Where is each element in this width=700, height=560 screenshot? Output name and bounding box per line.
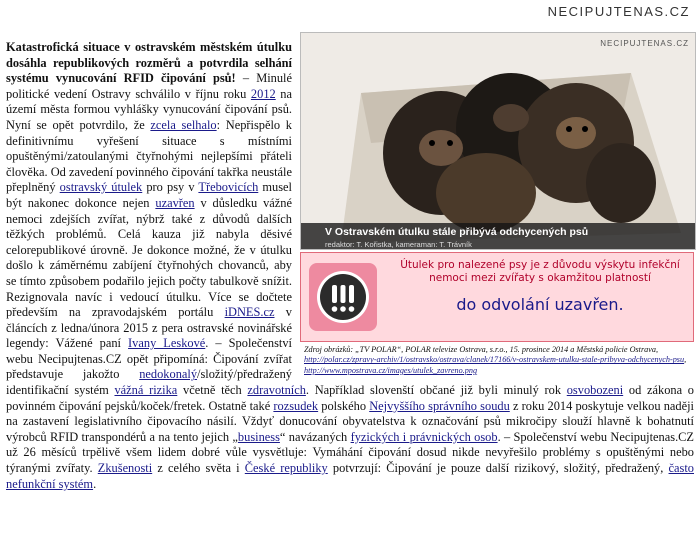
site-header: NECIPUJTENAS.CZ — [547, 4, 690, 19]
link-nefunkcni-system[interactable]: často nefunkční systém — [6, 461, 694, 491]
source-separator: , — [684, 355, 687, 365]
link-nejvyssi-spravni-soud[interactable]: Nejvyššího správního soudu — [369, 398, 510, 413]
photo-caption-bar — [301, 223, 695, 249]
link-zcela-selhalo[interactable]: zcela selhalo — [150, 117, 217, 132]
article-text: v článcích z ledna/února 2015 z pera ostravské novinářské legendy: Vážené paní — [6, 305, 292, 351]
link-zkusenosti[interactable]: Zkušenosti — [97, 461, 153, 476]
link-osvobozeni[interactable]: osvobozeni — [566, 383, 624, 398]
link-ivany-leskove[interactable]: Ivany Leskové — [128, 336, 206, 351]
source-link-mpostrava[interactable]: http://www.mpostrava.cz/images/utulek_zavreno.png — [304, 365, 478, 375]
link-fyzickych-osob[interactable]: fyzických i právnických osob — [350, 429, 498, 444]
link-ceske-republiky[interactable]: České republiky — [244, 461, 328, 476]
article-text: . – Společenství webu Necipujtenas.CZ opět připomíná: Čipování zvířat představuje jakožto — [6, 336, 292, 382]
article-text: z celého světa i — [152, 461, 245, 476]
link-uzavren[interactable]: uzavřen — [155, 195, 195, 210]
image-source — [300, 345, 694, 376]
article-text: pro psy v — [142, 180, 199, 195]
article-text: : Nepřispělo k definitivnímu vyřešení situace s místními opuštěnými/zatoulanými čtyřnohými nejlepšími přáteli člověka. Od zavedení povinného čipování takřka neustále přeplněný — [6, 117, 293, 195]
link-idnes[interactable]: iDNES.cz — [224, 305, 275, 320]
link-ostravsky-utulek[interactable]: ostravský útulek — [59, 180, 143, 195]
article-text: . Například slovenští občané již byli minulý rok — [305, 383, 567, 398]
article-text: na území města formou vyhlášky vynucování čipování psů. Nyní se opět potvrdilo, že — [6, 86, 293, 132]
article-text: “ navázaných — [279, 429, 351, 444]
article-text: včetně těch — [177, 383, 248, 398]
article-text: od zákona o povinném čipování pejsků/koček/fretek. Ostatně také — [6, 383, 694, 413]
shelter-closed-notice — [300, 252, 694, 342]
source-prefix: Zdroj obrázků: „TV POLAR“, POLAR televize Ostrava, s.r.o., 15. prosince 2014 a Městská policie Ostrava, — [304, 345, 659, 354]
article-text: . – Společenství webu Necipujtenas.CZ už 26 měsíců trpělivě všem lidem dobré vůle vysvětluje: Vymáhání čipování dosud nikde nevyřešilo problémy s opuštěnými nebo týranými zvířaty. — [6, 429, 694, 476]
link-business[interactable]: business — [237, 429, 280, 444]
article-text: z roku 2014 poskytuje velkou naději na zastavení legislativního čipovacího násilí. Vždyť donucování obyvatelstva k označování psů mikročipy slouží hlavně k bohatnutí výrobců RFID transpondérů a na tento jejich „ — [6, 398, 694, 444]
article-text: v důsledku vážné nemoci zdejších zvířat, nýbrž také z důvodů dalších těžkých problémů. Celá kauza již nabyla děsivé celorepublikové úrovně. Je dokonce možné, že v útulku došlo k záměrnému zabíjení čtyřnohých chovanců, aby se tímto způsobem podařilo jejich počty tabulkově snížit. Rezignovala navíc i vedoucí útulku. Více se dočtete především na zpravodajském portálu — [6, 195, 293, 320]
link-zdravotnich[interactable]: zdravotních — [247, 383, 306, 398]
notice-line-1: Útulek pro nalezené psy je z důvodu výskytu infekční nemoci mezi zvířaty s okamžitou platností — [400, 259, 680, 284]
puppies-image — [301, 33, 695, 249]
article-text: polského — [318, 398, 370, 413]
photo-watermark: NECIPUJTENAS.CZ — [600, 39, 689, 48]
article — [6, 40, 694, 492]
puppies-photo — [300, 32, 696, 250]
article-text: – Minulé politické vedení Ostravy schválilo v říjnu roku — [6, 71, 292, 101]
link-nedokonaly[interactable]: nedokonalý — [139, 367, 198, 382]
photo-credit: redaktor: T. Kořistka, kameraman: T. Trávník — [325, 240, 472, 249]
link-2012[interactable]: 2012 — [250, 86, 276, 101]
media-column — [300, 32, 694, 376]
article-text: . — [93, 476, 97, 491]
article-text: musel být nakonec dokonce nejen — [6, 180, 292, 210]
source-link-polar[interactable]: http://polar.cz/zpravy-archiv/1/ostravsko/ostrava/clanek/17166/v-ostravskem-utulku-stale-pribyva-odchycenych-psu — [304, 355, 685, 365]
notice-line-2: do odvolání uzavřen. — [456, 295, 624, 314]
warning-icon — [309, 263, 377, 331]
article-text: /složitý/předražený identifikační systém — [6, 367, 292, 398]
article-lead: Katastrofická situace v ostravském městském útulku dosáhla republikových rozměrů a potvrdila selhání systému vynucování RFID čipování psů! — [6, 40, 292, 86]
article-text: potvrzují: Čipování je pouze další rizikový, složitý, předražený, — [327, 461, 669, 476]
photo-caption: V Ostravském útulku stále přibývá odchycených psů — [325, 226, 589, 238]
link-trebovice[interactable]: Třebovicích — [198, 180, 259, 195]
link-vazna-rizika[interactable]: vážná rizika — [114, 383, 178, 398]
link-rozsudek[interactable]: rozsudek — [273, 398, 319, 413]
